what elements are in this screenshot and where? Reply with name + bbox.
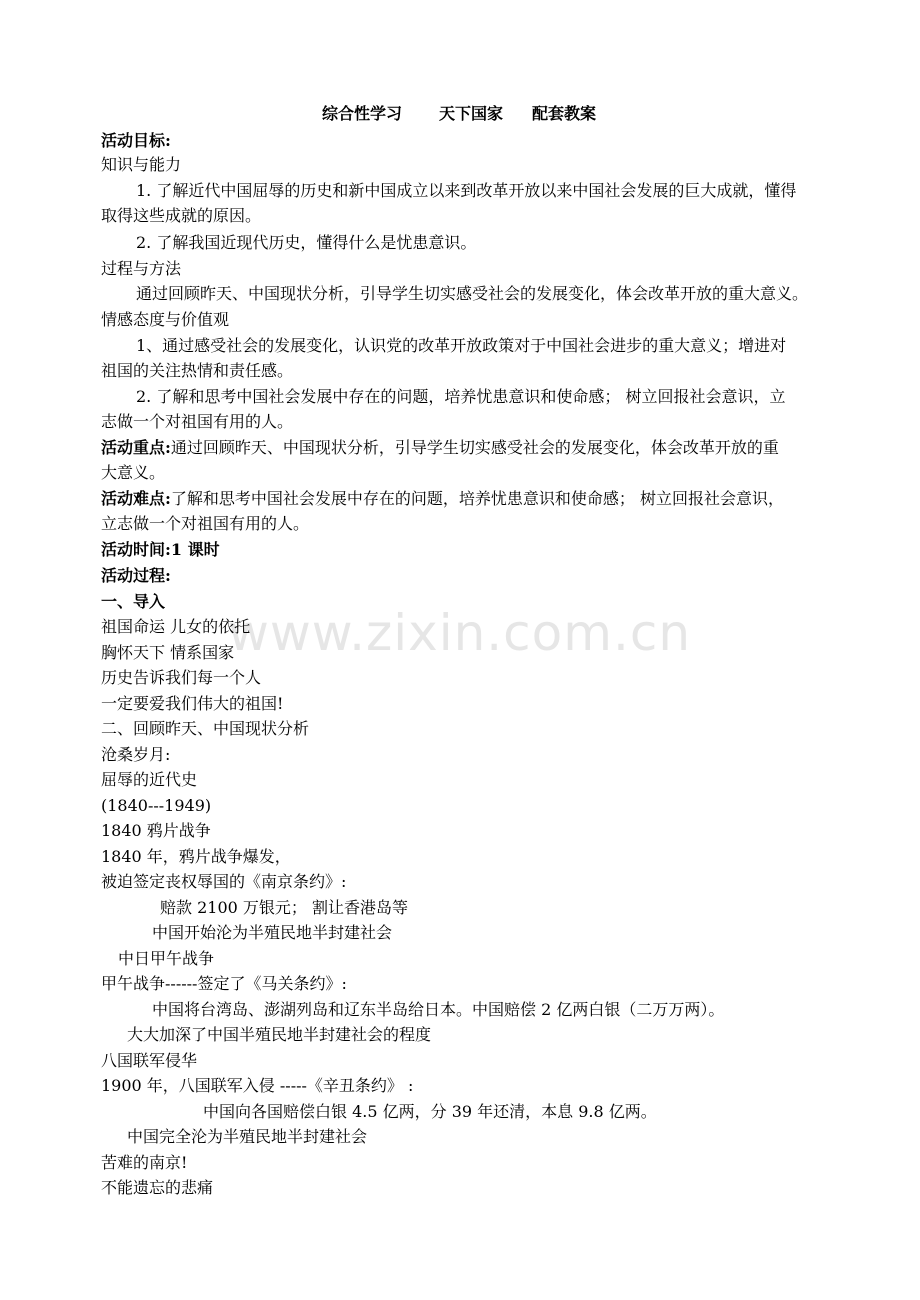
activity-process-heading: 活动过程:	[101, 566, 171, 585]
review-line: 苦难的南京!	[101, 1153, 188, 1172]
review-line: 中国向各国赔偿白银 4.5 亿两，分 39 年还清，本息 9.8 亿两。	[203, 1102, 657, 1121]
difficulty-line1	[101, 489, 784, 509]
key-point-line2: 大意义。	[101, 463, 166, 482]
knowledge-item2: 2. 了解我国近现代历史，懂得什么是忧患意识。	[136, 233, 477, 252]
intro-heading: 一、导入	[101, 592, 166, 611]
emotion-item2-line1: 2. 了解和思考中国社会发展中存在的问题，培养忧患意识和使命感； 树立回报社会意识，立	[136, 387, 786, 406]
document-title-part1: 综合性学习	[322, 104, 403, 123]
process-method-heading: 过程与方法	[101, 259, 182, 278]
activity-time-label: 活动时间:	[101, 540, 171, 559]
review-line: 1840 鸦片战争	[101, 821, 211, 840]
emotion-heading: 情感态度与价值观	[101, 310, 230, 329]
key-point-label: 活动重点:	[101, 438, 171, 457]
watermark: www.zixin.com.cn	[228, 604, 692, 662]
intro-line: 历史告诉我们每一个人	[101, 668, 262, 687]
review-heading: 二、回顾昨天、中国现状分析	[101, 719, 310, 738]
review-line: 八国联军侵华	[101, 1051, 198, 1070]
review-line: 屈辱的近代史	[101, 770, 198, 789]
objectives-heading: 活动目标:	[101, 131, 171, 150]
emotion-item1-line1: 1、通过感受社会的发展变化，认识党的改革开放政策对于中国社会进步的重大意义；增进对	[136, 336, 787, 355]
knowledge-item1-line1: 1. 了解近代中国屈辱的历史和新中国成立以来到改革开放以来中国社会发展的巨大成就，懂得	[136, 181, 797, 200]
emotion-item2-line2: 志做一个对祖国有用的人。	[101, 412, 294, 431]
knowledge-item1-line2: 取得这些成就的原因。	[101, 206, 262, 225]
document-title-part3: 配套教案	[532, 104, 597, 123]
review-line: 甲午战争------签定了《马关条约》:	[101, 974, 347, 993]
key-point-text: 通过回顾昨天、中国现状分析，引导学生切实感受社会的发展变化，体会改革开放的重	[170, 438, 779, 457]
review-line: 中日甲午战争	[118, 949, 215, 968]
emotion-item1-line2: 祖国的关注热情和责任感。	[101, 361, 294, 380]
review-line: 1840 年，鸦片战争爆发，	[101, 847, 291, 866]
review-line: 赔款 2100 万银元； 割让香港岛等	[160, 898, 408, 917]
review-line: 中国将台湾岛、澎湖列岛和辽东半岛给日本。中国赔偿 2 亿两白银（二万万两）。	[152, 1000, 725, 1019]
document-title-part2: 天下国家	[439, 104, 504, 123]
activity-time-value: 1 课时	[170, 540, 220, 559]
review-line: 大大加深了中国半殖民地半封建社会的程度	[127, 1025, 432, 1044]
review-line: 被迫签定丧权辱国的《南京条约》:	[101, 872, 347, 891]
key-point-line1	[101, 438, 779, 458]
review-line: 不能遗忘的悲痛	[101, 1178, 214, 1197]
difficulty-label: 活动难点:	[101, 489, 171, 508]
review-line: 中国开始沦为半殖民地半封建社会	[152, 923, 393, 942]
process-method-text: 通过回顾昨天、中国现状分析，引导学生切实感受社会的发展变化，体会改革开放的重大意义。	[136, 284, 809, 303]
review-line: 中国完全沦为半殖民地半封建社会	[127, 1127, 368, 1146]
intro-line: 一定要爱我们伟大的祖国!	[101, 694, 284, 713]
knowledge-heading: 知识与能力	[101, 155, 182, 174]
intro-line: 胸怀天下 情系国家	[101, 643, 235, 662]
review-line: 1900 年，八国联军入侵 -----《辛丑条约》 :	[101, 1076, 414, 1095]
intro-line: 祖国命运 儿女的依托	[101, 617, 251, 636]
difficulty-text: 了解和思考中国社会发展中存在的问题，培养忧患意识和使命感； 树立回报社会意识，	[170, 489, 785, 508]
review-line: 沧桑岁月:	[101, 745, 171, 764]
difficulty-line2: 立志做一个对祖国有用的人。	[101, 514, 310, 533]
activity-time	[101, 540, 220, 560]
review-line: (1840---1949)	[101, 796, 212, 815]
